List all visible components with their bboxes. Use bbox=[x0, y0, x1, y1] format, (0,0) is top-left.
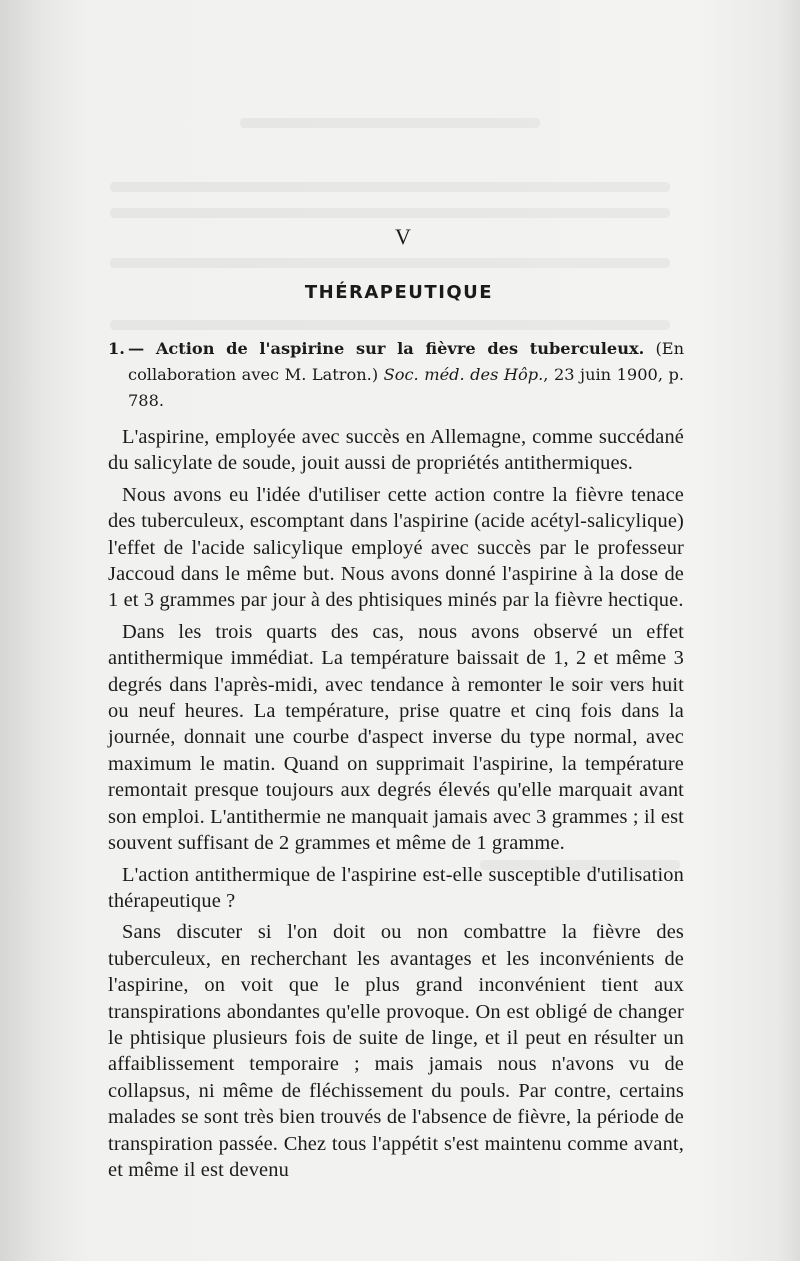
paragraph-1: L'aspirine, employée avec succès en Allemagne, comme succédané du salicylate de soude, jouit aussi de propriétés antithermiques. bbox=[108, 426, 684, 475]
page-content bbox=[108, 222, 684, 1183]
entry-date-pages: , 23 juin 1900, p. 788. bbox=[128, 365, 684, 410]
entry-journal: Soc. méd. des Hôp. bbox=[383, 365, 544, 384]
entry-number: 1. bbox=[108, 339, 125, 358]
entry-heading bbox=[108, 336, 684, 414]
paragraph-4: L'action antithermique de l'aspirine est-elle susceptible d'utilisation thérapeutique ? bbox=[108, 863, 684, 912]
entry-title: — Action de l'aspirine sur la fièvre des tuberculeux. bbox=[128, 339, 645, 358]
paragraph-5: Sans discuter si l'on doit ou non combattre la fièvre des tuberculeux, en recherchant les avantages et les inconvénients de l'aspirine, on voit que le plus grand inconvénient tient aux transpirations abondantes qu'elle provoque. On est obligé de changer le phtisique plusieurs fois de suite de linge, et il peut en résulter un affaiblissement temporaire ; mais jamais nous n'avons vu de collapsus, ni même de fléchissement du pouls. Par contre, certains malades se sont très bien trouvés de l'absence de fièvre, la période de transpiration passée. Chez tous l'appétit s'est maintenu comme avant, et même il est devenu bbox=[108, 921, 684, 1181]
paragraph-3: Dans les trois quarts des cas, nous avons observé un effet antithermique immédiat. La température baissait de 1, 2 et même 3 degrés dans l'après-midi, avec tendance à remonter le soir vers huit ou neuf heures. La température, prise quatre et cinq fois dans la journée, donnait une courbe d'aspect inverse du type normal, avec maximum le matin. Quand on supprimait l'aspirine, la température remontait presque toujours aux degrés élevés qu'elle marquait avant son emploi. L'antithermie ne manquait jamais avec 3 grammes ; il est souvent suffisant de 2 grammes et même de 1 gramme. bbox=[108, 620, 684, 855]
chapter-number: V bbox=[395, 224, 411, 249]
paragraph-2: Nous avons eu l'idée d'utiliser cette action contre la fièvre tenace des tuberculeux, escomptant dans l'aspirine (acide acétyl-salicylique) l'effet de l'acide salicylique employé avec succès par le professeur Jaccoud dans le même but. Nous avons donné l'aspirine à la dose de 1 et 3 grammes par jour à des phtisiques minés par la fièvre hectique. bbox=[108, 483, 684, 612]
chapter-title: THÉRAPEUTIQUE bbox=[304, 282, 494, 303]
entry-collaboration: (En collaboration avec M. Latron.) bbox=[128, 339, 684, 384]
